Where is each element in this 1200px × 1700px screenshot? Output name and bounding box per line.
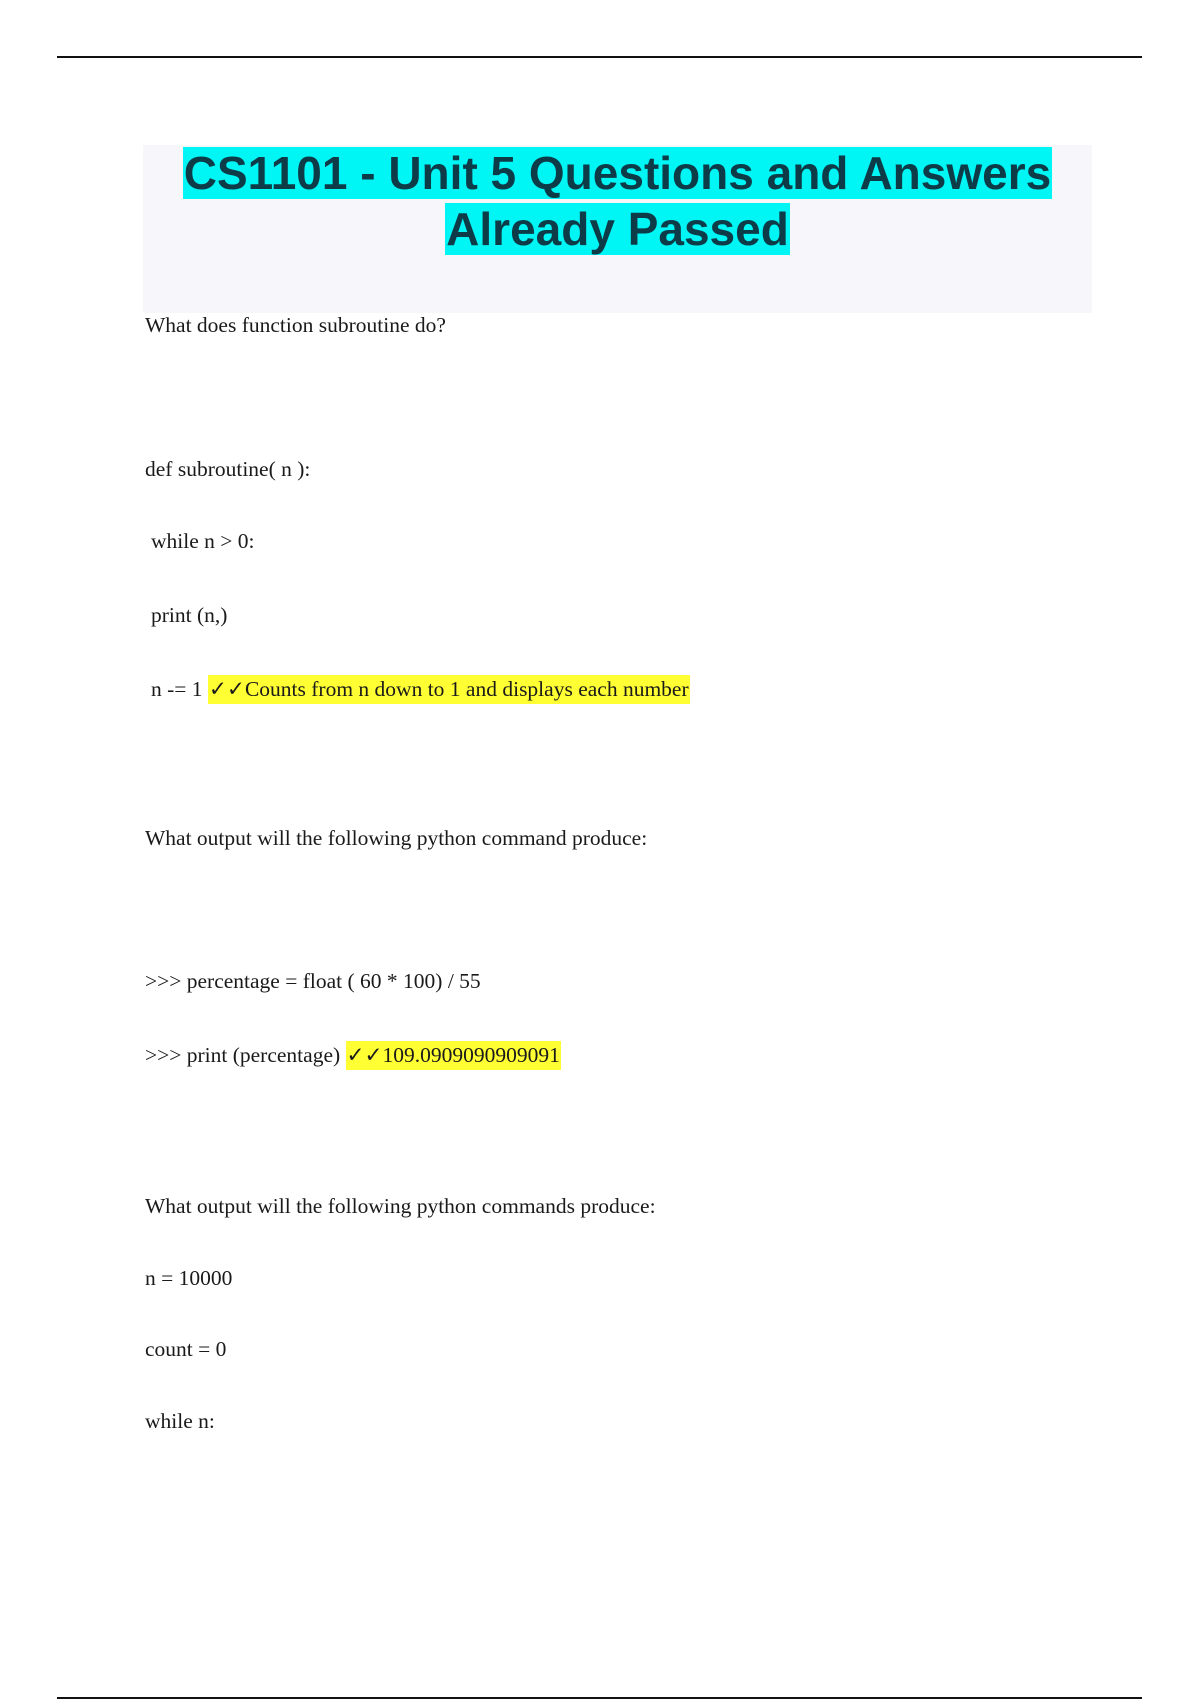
title-line-1: CS1101 - Unit 5 Questions and Answers	[183, 147, 1052, 199]
question-1-code-line-3: print (n,)	[151, 603, 228, 627]
question-2-answer: ✓✓109.0909090909091	[346, 1041, 561, 1070]
question-1-code-line-2: while n > 0:	[151, 529, 255, 553]
title-line-2: Already Passed	[446, 203, 789, 255]
question-3-code-line-3: while n:	[145, 1409, 215, 1433]
question-3-prompt: What output will the following python commands produce:	[145, 1194, 656, 1218]
question-3-code-line-2: count = 0	[145, 1337, 227, 1361]
question-1-answer: ✓✓Counts from n down to 1 and displays each number	[208, 675, 690, 704]
question-2-code-line-2	[145, 1040, 561, 1070]
page-title	[143, 145, 1092, 257]
question-2-prompt: What output will the following python command produce:	[145, 826, 648, 850]
question-1-prompt: What does function subroutine do?	[145, 313, 446, 337]
question-1-code-line-1: def subroutine( n ):	[145, 457, 311, 481]
footer-rule	[57, 1697, 1142, 1699]
question-1-code-line-4	[151, 674, 690, 704]
question-1-code-text: n -= 1	[151, 677, 203, 701]
title-block	[143, 145, 1092, 313]
question-3-code-line-1: n = 10000	[145, 1266, 233, 1290]
header-rule	[57, 56, 1142, 58]
question-2-code-line-1: >>> percentage = float ( 60 * 100) / 55	[145, 969, 481, 993]
question-2-code-text: >>> print (percentage)	[145, 1043, 341, 1067]
